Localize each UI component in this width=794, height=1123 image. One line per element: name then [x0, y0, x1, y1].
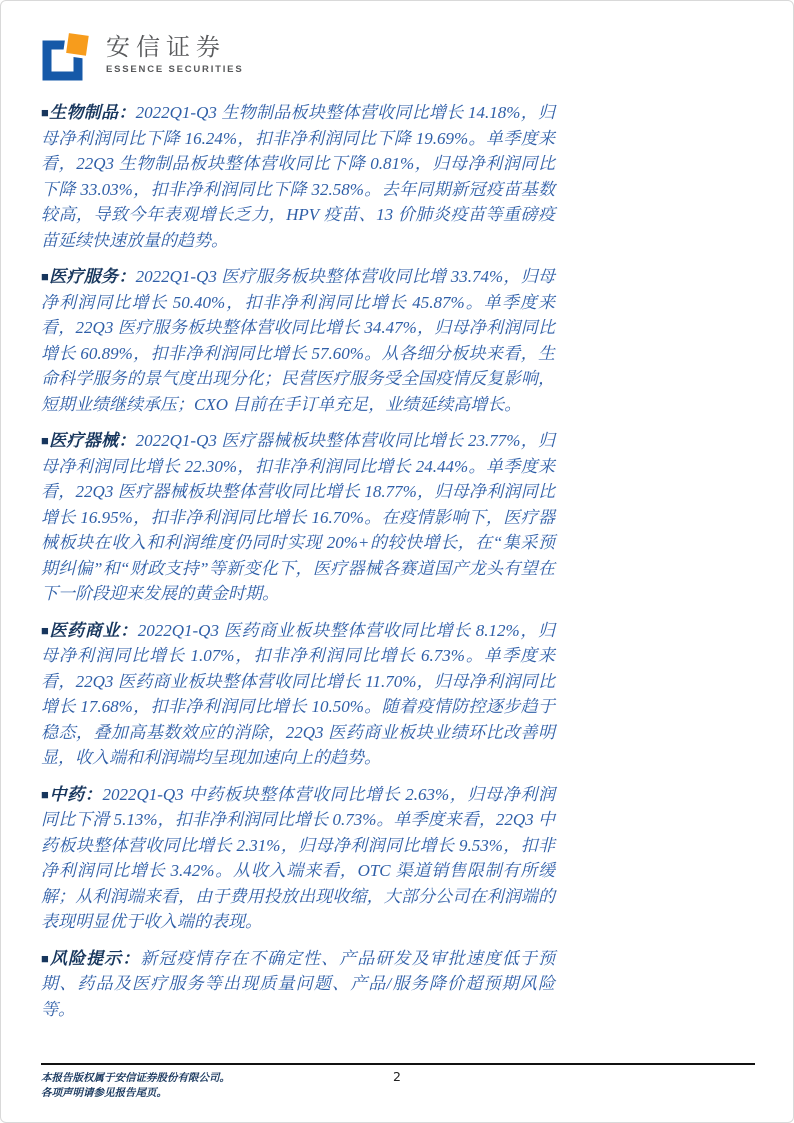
brand-name-en: ESSENCE SECURITIES	[106, 64, 244, 75]
section-label: 医疗器械：	[49, 431, 136, 450]
bullet-square-icon: ■	[41, 269, 50, 284]
section-text: 新冠疫情存在不确定性、产品研发及审批速度低于预期、药品及医疗服务等出现质量问题、产品/服务降价超预期风险等。	[41, 948, 556, 1019]
section-paragraph-tcm	[41, 782, 555, 935]
bullet-square-icon: ■	[41, 950, 50, 966]
section-text: 2022Q1-Q3 医疗器械板块整体营收同比增长 23.77%，归母净利润同比增长 22.30%，扣非净利润同比增长 24.44%。单季度来看，22Q3 医疗器械板块整体营收同比增长 18.77%，归母净利润同比增长 16.95%，扣非净利润同比增长 16.70%。在疫情影响下，医疗器械板块在收入和利润维度仍同时实现 20%+的较快增长，在“集采预期纠偏”和“财政支持”等新变化下，医疗器械各赛道国产龙头有望在下一阶段迎来发展的黄金时期。	[41, 431, 556, 603]
page-number: 2	[393, 1069, 401, 1084]
section-label: 中药：	[49, 784, 103, 804]
bullet-square-icon: ■	[41, 105, 50, 120]
section-paragraph-biologics	[41, 100, 555, 253]
bullet-square-icon: ■	[41, 786, 50, 802]
section-text: 2022Q1-Q3 生物制品板块整体营收同比增长 14.18%，归母净利润同比下降 16.24%，扣非净利润同比下降 19.69%。单季度来看，22Q3 生物制品板块整体营收同比下降 0.81%，归母净利润同比下降 33.03%，扣非净利润同比下降 32.58%。去年同期新冠疫苗基数较高，导致今年表观增长乏力，HPV 疫苗、13 价肺炎疫苗等重磅疫苗延续快速放量的趋势。	[41, 103, 556, 250]
report-summary	[41, 100, 555, 1033]
brand-header	[41, 29, 243, 81]
footer-copyright-line2: 各项声明请参见报告尾页。	[41, 1088, 167, 1099]
footer-divider	[41, 1063, 755, 1065]
brand-name-cn: 安信证券	[106, 34, 226, 61]
section-paragraph-risk-warning	[41, 946, 555, 1023]
section-paragraph-medical-devices	[41, 428, 555, 607]
section-label: 医药商业：	[49, 620, 138, 640]
bullet-square-icon: ■	[41, 622, 50, 638]
section-paragraph-medical-services	[41, 264, 555, 417]
bullet-square-icon: ■	[41, 433, 50, 448]
section-text: 2022Q1-Q3 医药商业板块整体营收同比增长 8.12%，归母净利润同比增长 1.07%，扣非净利润同比增长 6.73%。单季度来看，22Q3 医药商业板块整体营收同比增长 11.70%，归母净利润同比增长 17.68%，扣非净利润同比增长 10.50%。随着疫情防控逐步趋于稳态，叠加高基数效应的消除，22Q3 医药商业板块业绩环比改善明显，收入端和利润端均呈现加速向上的趋势。	[41, 620, 555, 767]
section-label: 医疗服务：	[49, 267, 136, 286]
footer-copyright-line1: 本报告版权属于安信证券股份有限公司。	[41, 1073, 230, 1084]
section-label: 风险提示：	[49, 948, 141, 968]
section-text: 2022Q1-Q3 医疗服务板块整体营收同比增 33.74%，归母净利润同比增长 50.40%，扣非净利润同比增长 45.87%。单季度来看，22Q3 医疗服务板块整体营收同比增长 34.47%，归母净利润同比增长 60.89%，扣非净利润同比增长 57.60%。从各细分板块来看，生命科学服务的景气度出现分化；民营医疗服务受全国疫情反复影响，短期业绩继续承压；CXO 目前在手订单充足，业绩延续高增长。	[41, 267, 556, 414]
section-text: 2022Q1-Q3 中药板块整体营收同比增长 2.63%，归母净利润同比下滑 5.13%，扣非净利润同比增长 0.73%。单季度来看，22Q3 中药板块整体营收同比增长 2.31%，归母净利润同比增长 9.53%，扣非净利润同比增长 3.42%。从收入端来看，OTC 渠道销售限制有所缓解；从利润端来看，由于费用投放出现收缩，大部分公司在利润端的表现明显优于收入端的表现。	[41, 784, 555, 931]
section-paragraph-pharma-commerce	[41, 618, 555, 771]
essence-securities-logo-icon	[41, 29, 95, 81]
brand-text	[106, 35, 243, 75]
section-label: 生物制品：	[49, 103, 136, 122]
